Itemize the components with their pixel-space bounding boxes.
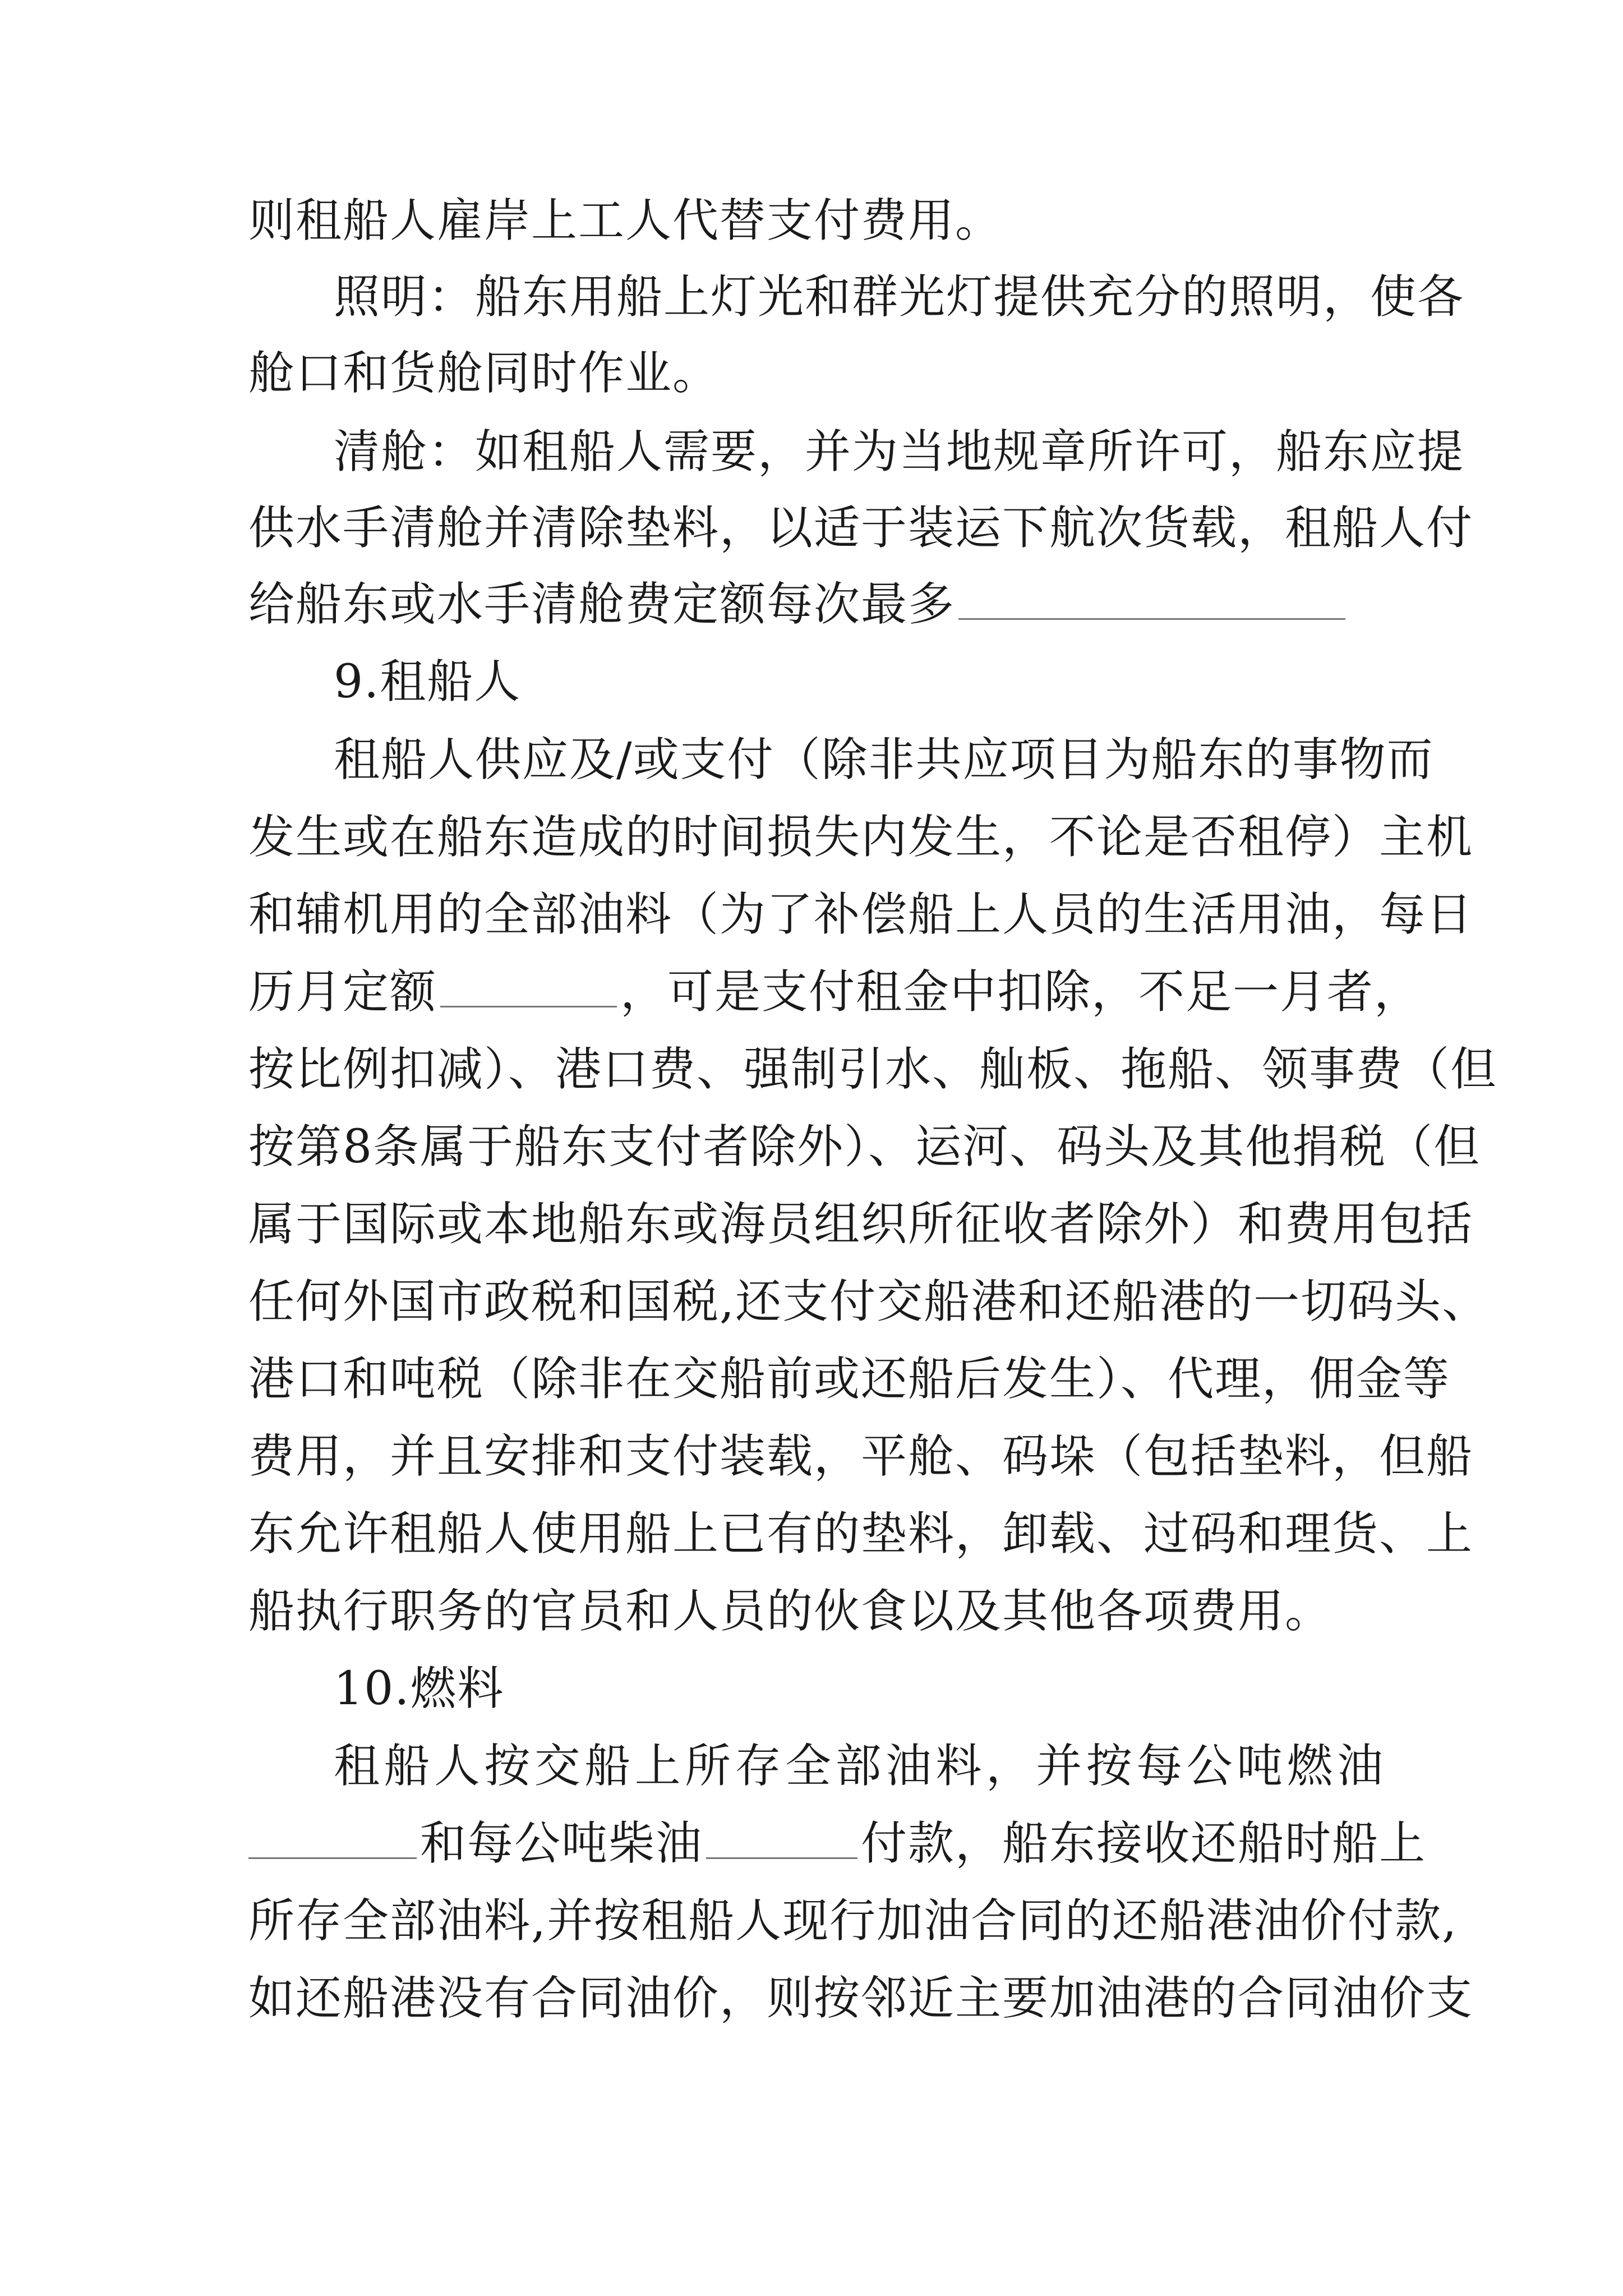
paragraph-line: 舱口和货舱同时作业。 bbox=[248, 347, 720, 400]
line-text: 和每公吨柴油 bbox=[420, 1817, 703, 1870]
paragraph-line: 东允许租船人使用船上已有的垫料，卸载、过码和理货、上 bbox=[248, 1507, 1474, 1561]
line-text: ，可是支付租金中扣除，不足一月者， bbox=[620, 965, 1422, 1019]
section-heading: 10.燃料 bbox=[334, 1662, 505, 1715]
paragraph-line: 任何外国市政税和国税,还支付交船港和还船港的一切码头、 bbox=[248, 1275, 1490, 1328]
paragraph-line-with-blank bbox=[248, 1806, 1427, 1882]
paragraph-line: 港口和吨税（除非在交船前或还船后发生）、代理，佣金等 bbox=[248, 1352, 1451, 1406]
line-text: 历月定额 bbox=[248, 965, 437, 1019]
paragraph-line-with-blank bbox=[248, 567, 1384, 643]
section-heading: 9.租船人 bbox=[334, 655, 522, 708]
paragraph-line: 所存全部油料,并按租船人现行加油合同的还船港油价付款, bbox=[248, 1894, 1458, 1948]
paragraph-line: 供水手清舱并清除垫料，以适于装运下航次货载，租船人付 bbox=[248, 501, 1474, 555]
paragraph-line: 照明：船东用船上灯光和群光灯提供充分的照明，使各 bbox=[334, 270, 1465, 324]
paragraph-line-with-blank bbox=[248, 954, 1422, 1030]
paragraph-line: 船执行职务的官员和人员的伙食以及其他各项费用。 bbox=[248, 1585, 1332, 1638]
paragraph-line: 属于国际或本地船东或海员组织所征收者除外）和费用包括 bbox=[248, 1198, 1474, 1251]
paragraph-line: 费用，并且安排和支付装载，平舱、码垛（包括垫料，但船 bbox=[248, 1430, 1474, 1483]
paragraph-line: 租船人供应及/或支付（除非共应项目为船东的事物而 bbox=[334, 733, 1434, 786]
paragraph-line: 发生或在船东造成的时间损失内发生，不论是否租停）主机 bbox=[248, 811, 1474, 864]
paragraph-line: 和辅机用的全部油料（为了补偿船上人员的生活用油，每日 bbox=[248, 888, 1474, 941]
paragraph-line: 按第8条属于船东支付者除外）、运河、码头及其他捐税（但 bbox=[248, 1120, 1481, 1174]
paragraph-line: 清舱：如租船人需要，并为当地规章所许可，船东应提 bbox=[334, 425, 1465, 478]
line-text: 付款，船东接收还船时船上 bbox=[861, 1817, 1427, 1870]
fill-in-blank bbox=[440, 962, 617, 1007]
fill-in-blank bbox=[248, 1814, 417, 1859]
paragraph-line: 则租船人雇岸上工人代替支付费用。 bbox=[248, 194, 1003, 247]
fill-in-blank bbox=[958, 574, 1345, 620]
fill-in-blank bbox=[706, 1814, 857, 1859]
paragraph-line: 按比例扣减）、港口费、强制引水、舢板、拖船、领事费（但 bbox=[248, 1043, 1498, 1096]
line-text: 给船东或水手清舱费定额每次最多 bbox=[248, 578, 956, 631]
paragraph-line: 如还船港没有合同油价，则按邻近主要加油港的合同油价支 bbox=[248, 1972, 1474, 2025]
paragraph-line: 租船人按交船上所存全部油料，并按每公吨燃油 bbox=[334, 1740, 1384, 1793]
